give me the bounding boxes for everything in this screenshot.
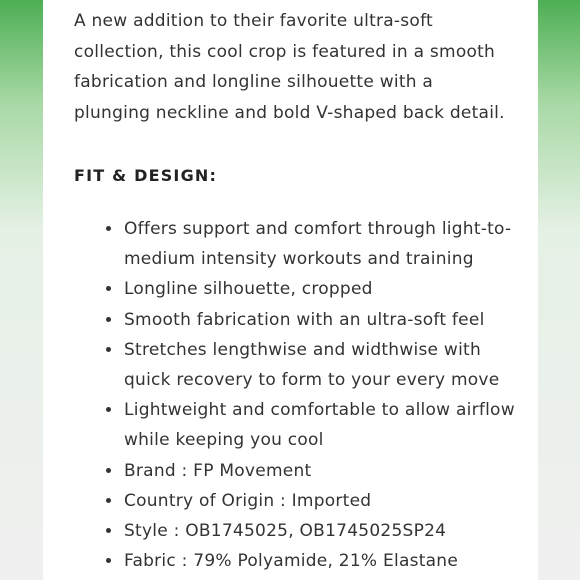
list-item <box>124 335 524 395</box>
list-item <box>124 516 524 546</box>
list-item-text: Country of Origin : Imported <box>124 490 372 511</box>
bullet-icon <box>106 558 111 563</box>
bullet-icon <box>106 528 111 533</box>
bullet-icon <box>106 498 111 503</box>
bullet-icon <box>106 226 111 231</box>
bullet-icon <box>106 347 111 352</box>
bullet-icon <box>106 407 111 412</box>
bullet-icon <box>106 286 111 291</box>
list-item <box>124 456 524 486</box>
bullet-icon <box>106 468 111 473</box>
background-right-panel <box>538 0 580 580</box>
list-item <box>124 274 524 304</box>
list-item-text: Smooth fabrication with an ultra-soft feel <box>124 309 485 330</box>
feature-list <box>74 214 524 576</box>
list-item-text: Stretches lengthwise and widthwise with quick recovery to form to your every move <box>124 339 500 391</box>
list-item-text: Brand : FP Movement <box>124 460 312 481</box>
list-item-text: Lightweight and comfortable to allow airflow while keeping you cool <box>124 400 515 451</box>
fit-design-heading: FIT & DESIGN: <box>74 166 218 185</box>
background-left-panel <box>0 0 43 580</box>
product-intro-text: A new addition to their favorite ultra-soft collection, this cool crop is featured in a smooth fabrication and longline silhouette with a plunging neckline and bold V-shaped back detail. <box>74 11 505 123</box>
list-item <box>124 486 524 516</box>
list-item <box>124 305 524 335</box>
list-item-text: Longline silhouette, cropped <box>124 279 373 300</box>
product-description-card <box>43 0 538 580</box>
list-item-text: Offers support and comfort through light-to-medium intensity workouts and training <box>124 219 512 270</box>
list-item-text: Style : OB1745025, OB1745025SP24 <box>124 521 447 542</box>
bullet-icon <box>106 317 111 322</box>
list-item-text: Fabric : 79% Polyamide, 21% Elastane <box>124 551 459 572</box>
list-item <box>124 395 524 455</box>
list-item <box>124 546 524 576</box>
list-item <box>124 214 524 274</box>
